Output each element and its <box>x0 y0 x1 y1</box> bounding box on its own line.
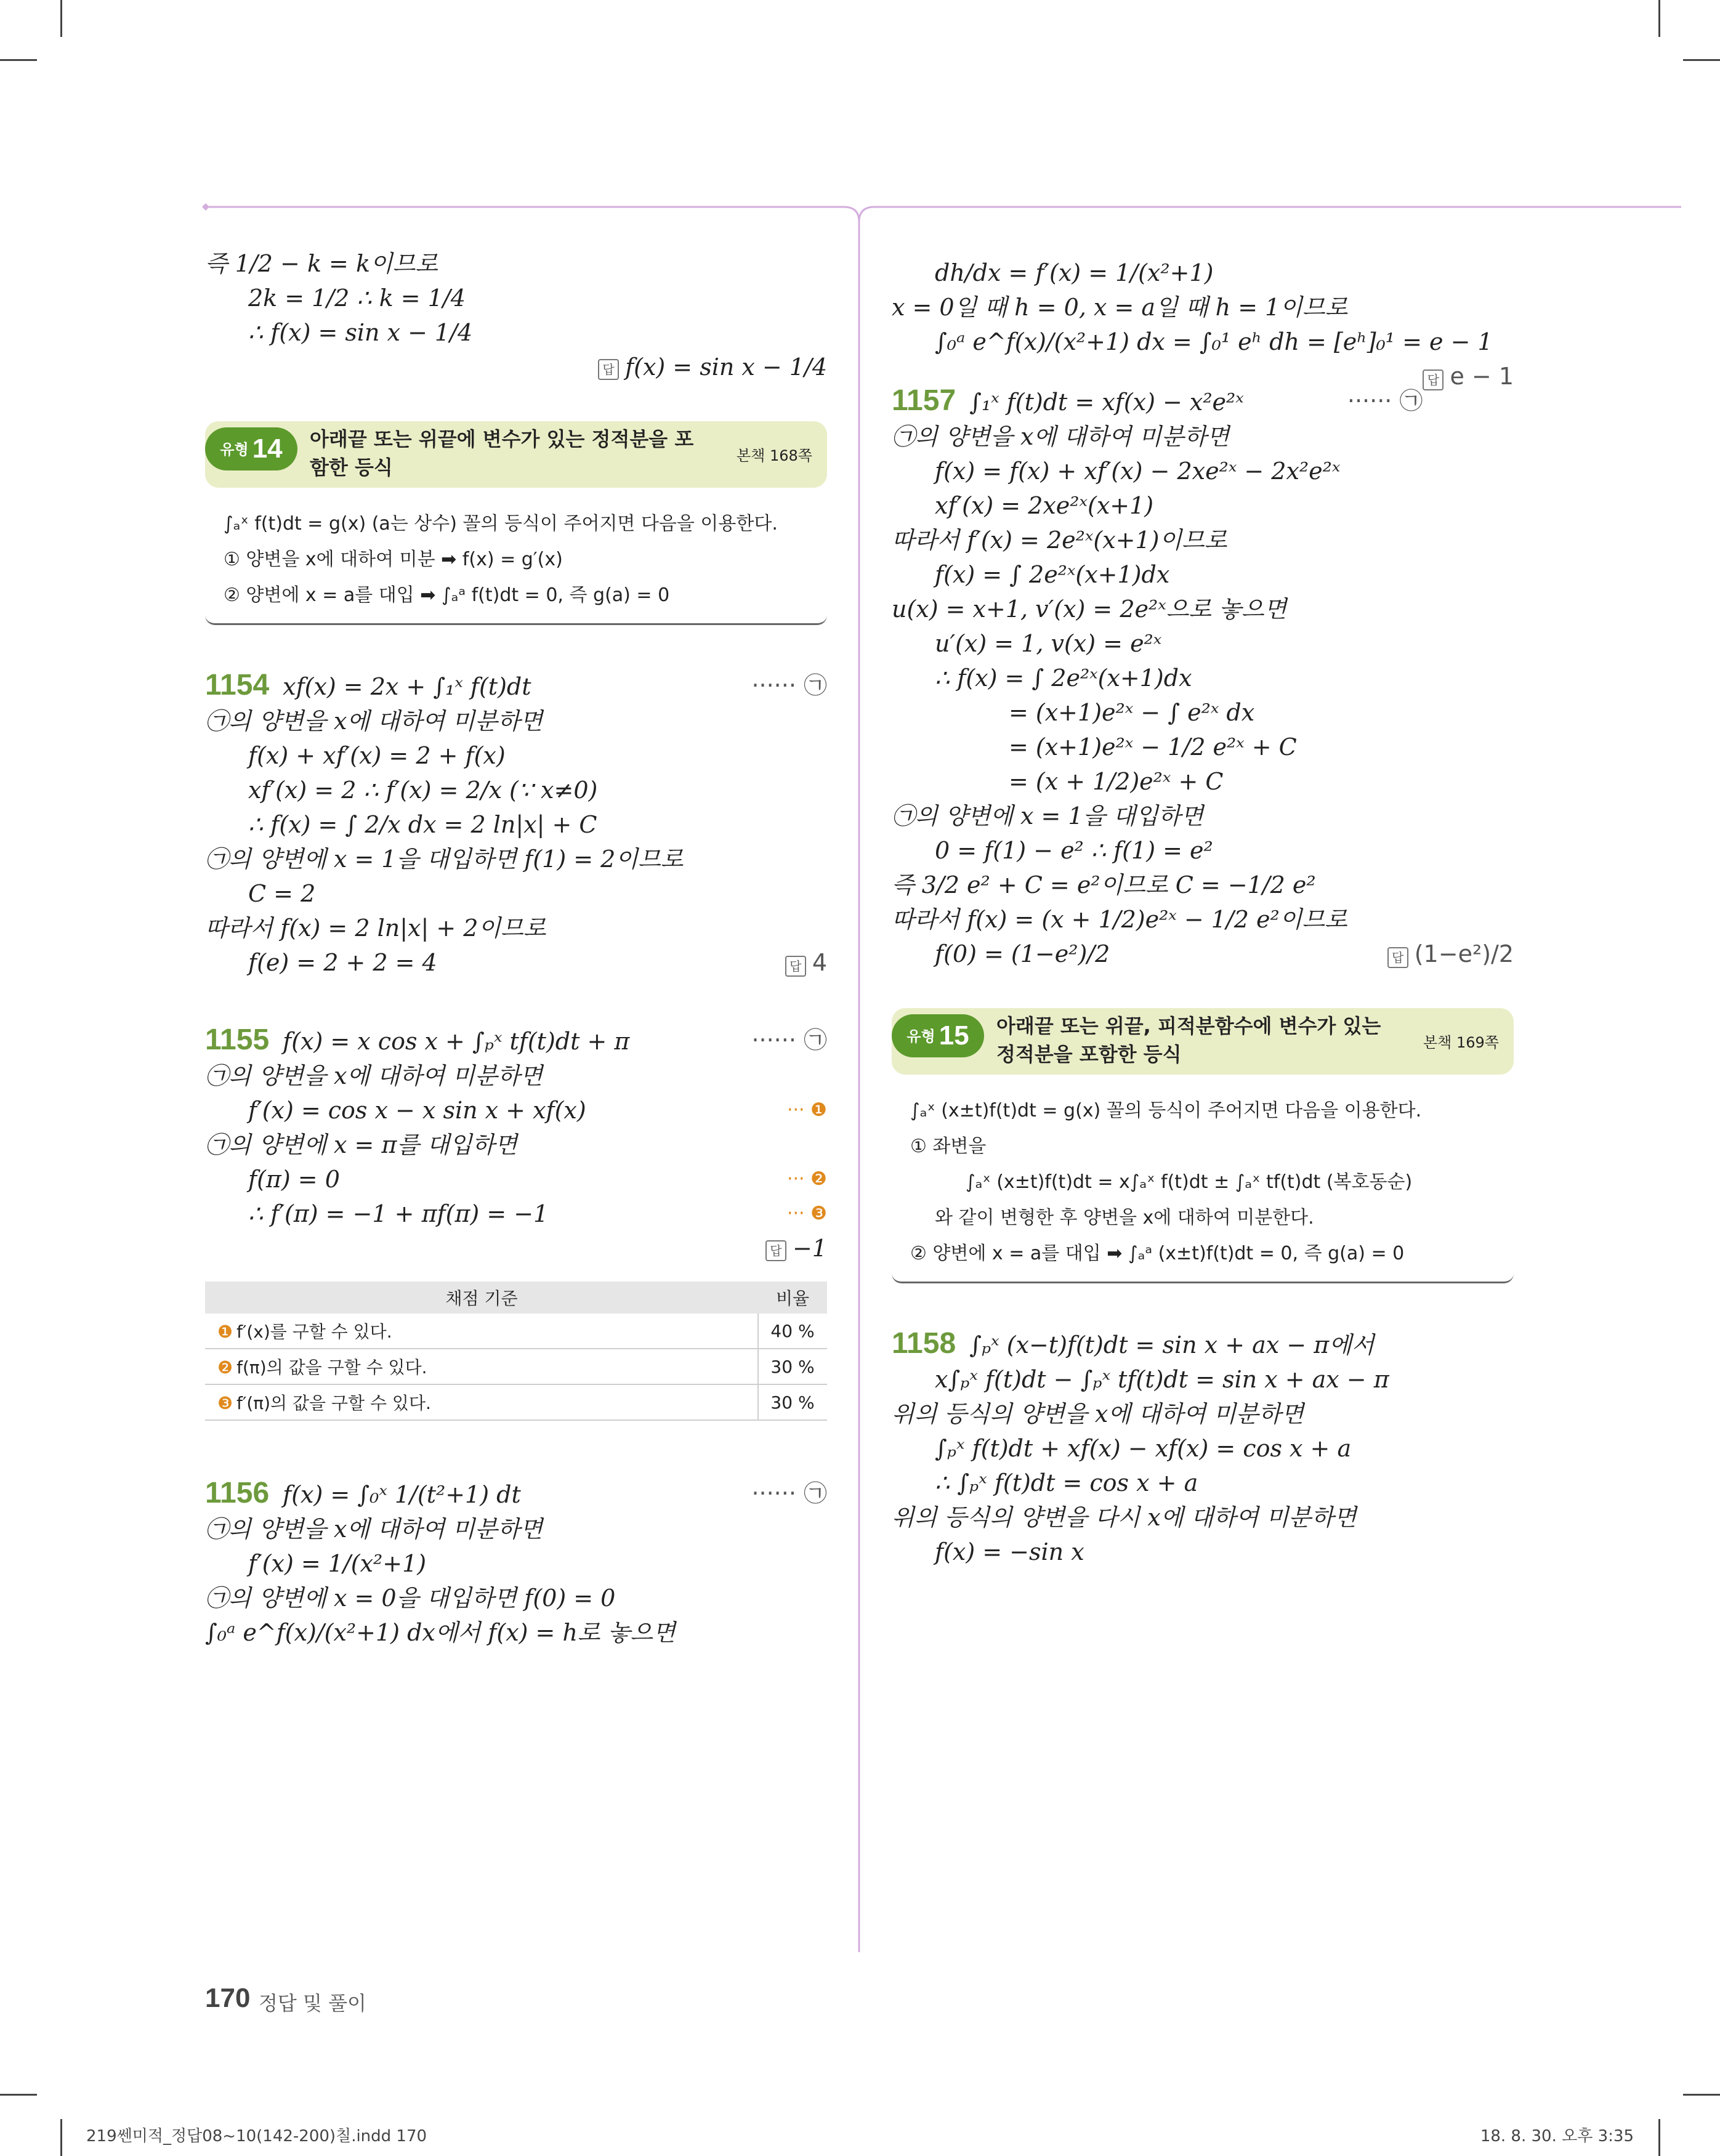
solution-line: f(x) = f(x) + xf′(x) − 2xe²ˣ − 2x²e²ˣ <box>935 458 1341 485</box>
type-reference: 본책 168쪽 <box>737 447 812 464</box>
solution-line: ∴ f(x) = ∫ 2e²ˣ(x+1)dx <box>935 664 1192 692</box>
equation-mark: ······ ㉠ <box>1347 387 1423 414</box>
type-badge: 유형 15 <box>892 1014 984 1057</box>
grading-table <box>205 1282 827 1421</box>
table-row: ❷ f(π)의 값을 구할 수 있다. 30 % <box>205 1349 827 1384</box>
prev-solution <box>205 246 827 384</box>
type-15-header <box>892 1008 1514 1075</box>
solution-line: ㉠의 양변을 x에 대하여 미분하면 <box>205 1062 543 1089</box>
problem-1154 <box>205 668 827 980</box>
info-line: ∫ₐˣ (x±t)f(t)dt = x∫ₐˣ f(t)dt ± ∫ₐˣ tf(t)dt (복호동순) <box>966 1171 1413 1193</box>
step-marker: ··· ❷ <box>786 1168 827 1190</box>
solution-line: 위의 등식의 양변을 x에 대하여 미분하면 <box>892 1400 1304 1427</box>
table-row: ❶ f′(x)를 구할 수 있다. 40 % <box>205 1314 827 1349</box>
solution-line: 2k = 1/2 ∴ k = 1/4 <box>248 285 466 312</box>
solution-line: f(e) = 2 + 2 = 4 답 4 <box>248 949 827 976</box>
solution-line: xf′(x) = 2 ∴ f′(x) = 2/x (∵ x≠0) <box>248 777 598 804</box>
solution-line: 따라서 f′(x) = 2e²ˣ(x+1)이므로 <box>892 527 1227 554</box>
problem-equation: f(x) = ∫₀ˣ 1/(t²+1) dt <box>283 1481 521 1508</box>
answer-value: 4 <box>812 949 827 976</box>
solution-line: f′(x) = cos x − x sin x + xf(x) ··· ❶ <box>205 1093 827 1128</box>
solution-line: x∫ₚˣ f(t)dt − ∫ₚˣ tf(t)dt = sin x + ax − π <box>935 1366 1389 1393</box>
print-slug-date: 18. 8. 30. 오후 3:35 <box>1480 2127 1634 2146</box>
info-line: ② 양변에 x = a를 대입 ➡ ∫ₐᵃ (x±t)f(t)dt = 0, 즉 g(a) = 0 <box>910 1243 1405 1264</box>
problem-number: 1158 <box>892 1327 956 1360</box>
answer-line: 답 f(x) = sin x − 1/4 <box>205 350 827 384</box>
problem-1157 <box>892 384 1514 971</box>
problem-number: 1157 <box>892 384 956 417</box>
answer-icon: 답 <box>765 1240 786 1261</box>
solution-line: ㉠의 양변에 x = 1을 대입하면 f(1) = 2이므로 <box>205 846 684 873</box>
solution-line: 즉 1/2 − k = k이므로 <box>205 250 438 277</box>
solution-line: f(π) = 0 ··· ❷ <box>205 1162 827 1197</box>
answer-icon: 답 <box>598 359 619 380</box>
solution-line: f(x) = −sin x <box>935 1538 1084 1565</box>
equation-mark: ······ ㉠ <box>751 672 827 699</box>
solution-line: ∴ f(x) = ∫ 2/x dx = 2 ln|x| + C <box>248 811 597 838</box>
solution-line: dh/dx = f′(x) = 1/(x²+1) <box>935 259 1214 286</box>
solution-line: ㉠의 양변을 x에 대하여 미분하면 <box>892 423 1230 450</box>
equation-mark: ······ ㉠ <box>751 1027 827 1054</box>
table-header: 채점 기준 <box>205 1282 758 1314</box>
problem-1158 <box>892 1326 1514 1569</box>
crop-mark <box>60 0 62 37</box>
solution-line: ∴ f(x) = sin x − 1/4 <box>248 319 473 346</box>
crop-mark <box>1658 0 1660 37</box>
problem-equation: f(x) = x cos x + ∫ₚˣ tf(t)dt + π <box>283 1028 630 1055</box>
solution-line: 즉 3/2 e² + C = e²이므로 C = −1/2 e² <box>892 871 1316 898</box>
crop-mark <box>1683 2094 1720 2096</box>
solution-line: ㉠의 양변을 x에 대하여 미분하면 <box>205 708 543 735</box>
answer-value: e − 1 <box>1450 363 1514 390</box>
solution-line: x = 0일 때 h = 0, x = a일 때 h = 1이므로 <box>892 294 1348 321</box>
solution-line: f′(x) = 1/(x²+1) <box>248 1550 427 1577</box>
page-number: 170 <box>205 1983 251 2013</box>
right-column <box>892 256 1514 1569</box>
solution-line: f(x) = ∫ 2e²ˣ(x+1)dx <box>935 561 1170 588</box>
solution-line: f(x) + xf′(x) = 2 + f(x) <box>248 742 506 769</box>
answer-value: (1−e²)/2 <box>1414 940 1514 967</box>
solution-line: 0 = f(1) − e² ∴ f(1) = e² <box>935 837 1213 864</box>
type-14-info <box>205 500 827 625</box>
type-15-info <box>892 1087 1514 1283</box>
info-line: 와 같이 변형한 후 양변을 x에 대하여 미분한다. <box>935 1207 1314 1229</box>
print-slug-file: 219쎈미적_정답08~10(142-200)칠.indd 170 <box>86 2127 427 2146</box>
crop-mark <box>1683 59 1720 61</box>
solution-line: ㉠의 양변에 x = 1을 대입하면 <box>892 802 1204 830</box>
solution-line: ∫₀ᵃ e^f(x)/(x²+1) dx = ∫₀¹ eʰ dh = [eʰ]₀¹ = e − 1 답 e − 1 <box>935 328 1514 390</box>
info-line: ① 양변을 x에 대하여 미분 ➡ f(x) = g′(x) <box>224 549 563 570</box>
type-reference: 본책 169쪽 <box>1423 1034 1499 1051</box>
solution-line: xf′(x) = 2xe²ˣ(x+1) <box>935 492 1154 519</box>
solution-line: C = 2 <box>248 880 316 907</box>
solution-line: ∴ f′(π) = −1 + πf(π) = −1 ··· ❸ <box>205 1197 827 1231</box>
solution-line: 따라서 f(x) = 2 ln|x| + 2이므로 <box>205 914 546 942</box>
info-line: ① 좌변을 <box>910 1136 987 1157</box>
page-footer-label: 정답 및 풀이 <box>259 1992 366 2015</box>
solution-line: = (x+1)e²ˣ − ∫ e²ˣ dx <box>1009 699 1255 726</box>
solution-line: 위의 등식의 양변을 다시 x에 대하여 미분하면 <box>892 1504 1357 1531</box>
info-line: ② 양변에 x = a를 대입 ➡ ∫ₐᵃ f(t)dt = 0, 즉 g(a) = 0 <box>224 584 670 606</box>
problem-equation: xf(x) = 2x + ∫₁ˣ f(t)dt <box>283 673 531 700</box>
crop-mark <box>0 2094 37 2096</box>
solution-line: ∴ ∫ₚˣ f(t)dt = cos x + a <box>935 1469 1198 1496</box>
table-header: 비율 <box>758 1282 827 1314</box>
crop-mark <box>60 2119 62 2156</box>
problem-1156 <box>205 1476 827 1650</box>
solution-line: ∫ₚˣ f(t)dt + xf(x) − xf(x) = cos x + a <box>935 1435 1352 1462</box>
solution-line: = (x + 1/2)e²ˣ + C <box>1009 768 1224 795</box>
info-line: ∫ₐˣ f(t)dt = g(x) (a는 상수) 꼴의 등식이 주어지면 다음을 이용한다. <box>224 513 778 535</box>
answer-icon: 답 <box>1423 369 1443 390</box>
step-marker: ··· ❶ <box>786 1099 827 1121</box>
type-title: 아래끝 또는 위끝에 변수가 있는 정적분을 포함한 등식 <box>310 427 694 479</box>
step-marker: ··· ❸ <box>786 1203 827 1224</box>
solution-line: ㉠의 양변을 x에 대하여 미분하면 <box>205 1516 543 1543</box>
solution-line: 따라서 f(x) = (x + 1/2)e²ˣ − 1/2 e²이므로 <box>892 906 1347 933</box>
solution-line: = (x+1)e²ˣ − 1/2 e²ˣ + C <box>1009 733 1297 761</box>
solution-line: ㉠의 양변에 x = π를 대입하면 <box>205 1131 518 1158</box>
solution-line: f(0) = (1−e²)/2 답 (1−e²)/2 <box>935 940 1514 967</box>
problem-1156-continued <box>892 256 1514 390</box>
type-badge: 유형 14 <box>205 427 297 470</box>
problem-1155 <box>205 1023 827 1421</box>
answer-icon: 답 <box>1387 947 1408 968</box>
solution-line: u′(x) = 1, v(x) = e²ˣ <box>935 630 1162 657</box>
crop-mark <box>0 59 37 61</box>
solution-line: ∫₀ᵃ e^f(x)/(x²+1) dx에서 f(x) = h로 놓으면 <box>205 1619 676 1646</box>
solution-line: u(x) = x+1, v′(x) = 2e²ˣ으로 놓으면 <box>892 596 1287 623</box>
problem-equation: ∫ₚˣ (x−t)f(t)dt = sin x + ax − π에서 <box>969 1331 1375 1359</box>
solution-line: ㉠의 양변에 x = 0을 대입하면 f(0) = 0 <box>205 1585 616 1612</box>
problem-number: 1154 <box>205 669 270 701</box>
left-column <box>205 246 827 1650</box>
equation-mark: ······ ㉠ <box>751 1480 827 1507</box>
problem-equation: ∫₁ˣ f(t)dt = xf(x) − x²e²ˣ <box>969 389 1244 416</box>
type-title: 아래끝 또는 위끝, 피적분함수에 변수가 있는 정적분을 포함한 등식 <box>996 1014 1381 1066</box>
type-14-header <box>205 421 827 488</box>
info-line: ∫ₐˣ (x±t)f(t)dt = g(x) 꼴의 등식이 주어지면 다음을 이용한다. <box>910 1100 1422 1121</box>
answer-icon: 답 <box>785 956 806 977</box>
problem-number: 1156 <box>205 1477 270 1509</box>
answer-line: 답 −1 <box>205 1231 827 1266</box>
problem-number: 1155 <box>205 1023 270 1056</box>
crop-mark <box>1658 2119 1660 2156</box>
table-row: ❸ f′(π)의 값을 구할 수 있다. 30 % <box>205 1384 827 1420</box>
